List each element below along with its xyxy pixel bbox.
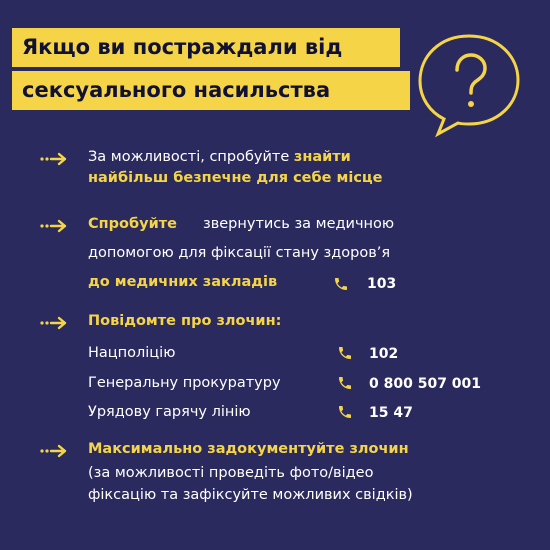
question-speech-bubble-icon — [410, 26, 528, 138]
tip1-highlight2: найбільш безпечне для себе місце — [88, 170, 383, 186]
arrow-right-icon — [40, 219, 68, 233]
phone-icon — [337, 375, 353, 391]
contact-label: Генеральну прокуратуру — [88, 375, 281, 391]
arrow-right-icon — [40, 316, 68, 330]
title-line-2: сексуального насильства — [12, 71, 410, 110]
tip2-text1: звернутись за медичною — [203, 216, 395, 232]
tip1-line1 — [88, 147, 351, 167]
contact-label: Урядову гарячу лінію — [88, 404, 251, 420]
title-line-1: Якщо ви постраждали від — [12, 28, 400, 67]
tip2-highlight2: до медичних закладів — [88, 274, 278, 290]
phone-icon — [337, 404, 353, 420]
tip3-heading: Повідомте про злочин: — [88, 313, 282, 329]
phone-number[interactable]: 15 47 — [369, 405, 413, 421]
phone-number[interactable]: 103 — [367, 276, 397, 292]
contact-label: Нацполіцію — [88, 345, 176, 361]
phone-number[interactable]: 102 — [369, 346, 399, 362]
tip2-highlight: Спробуйте — [88, 216, 177, 232]
tip1-text: За можливості, спробуйте — [88, 149, 294, 165]
tip1-highlight1: знайти — [293, 149, 351, 165]
arrow-right-icon — [40, 152, 68, 166]
phone-icon — [333, 276, 349, 292]
tip4-line2: фіксацію та зафіксуйте можливих свідків) — [88, 487, 413, 503]
arrow-right-icon — [40, 444, 68, 458]
phone-number[interactable]: 0 800 507 001 — [369, 376, 482, 392]
tip4-line1: (за можливості проведіть фото/відео — [88, 465, 374, 481]
tip2-text2: допомогою для фіксації стану здоров’я — [88, 245, 391, 261]
tip4-heading: Максимально задокументуйте злочин — [88, 441, 409, 457]
phone-icon — [337, 345, 353, 361]
